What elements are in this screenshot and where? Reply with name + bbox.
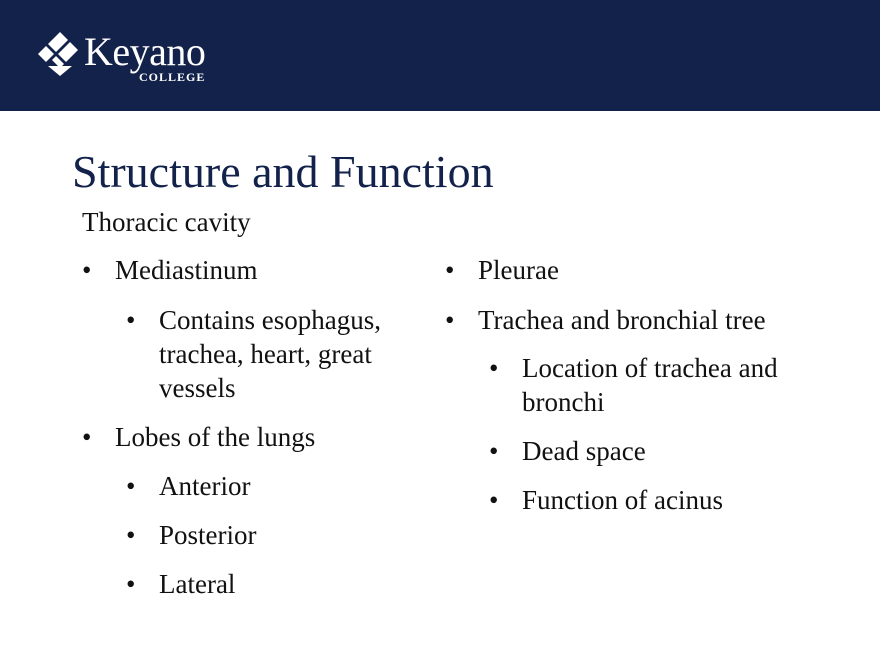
bullet-icon: •	[445, 255, 455, 285]
bullet-icon: •	[489, 436, 499, 466]
slide-title: Structure and Function	[72, 146, 494, 197]
right-column	[445, 253, 835, 517]
bullet-icon: •	[82, 255, 92, 285]
bullet-icon: •	[126, 520, 136, 550]
slide-subtitle: Thoracic cavity	[82, 207, 251, 237]
list-item: • Dead space	[489, 436, 646, 466]
bullet-icon: •	[126, 471, 136, 501]
logo-subtext: COLLEGE	[139, 70, 206, 84]
logo-wordmark: Keyano	[84, 29, 206, 74]
bullet-icon: •	[489, 485, 499, 515]
logo-mark-icon	[38, 30, 82, 78]
list-item: • Location of trachea and bronchi	[489, 353, 778, 417]
bullet-icon: •	[82, 422, 92, 452]
list-item: • Function of acinus	[489, 485, 723, 515]
list-item: • Lobes of the lungs	[82, 422, 316, 452]
list-item: • Contains esophagus, trachea, heart, great vessels	[126, 305, 381, 403]
bullet-icon: •	[489, 353, 499, 383]
list-item: • Pleurae	[445, 255, 559, 285]
keyano-college-logo	[38, 30, 213, 88]
header-bar	[0, 0, 880, 111]
list-item: • Trachea and bronchial tree	[445, 305, 766, 335]
list-item: • Mediastinum	[82, 255, 258, 285]
bullet-icon: •	[126, 305, 136, 335]
list-item: • Lateral	[126, 569, 236, 599]
bullet-icon: •	[445, 305, 455, 335]
list-item: • Anterior	[126, 471, 251, 501]
list-item: • Posterior	[126, 520, 257, 550]
left-column	[82, 253, 422, 601]
bullet-icon: •	[126, 569, 136, 599]
